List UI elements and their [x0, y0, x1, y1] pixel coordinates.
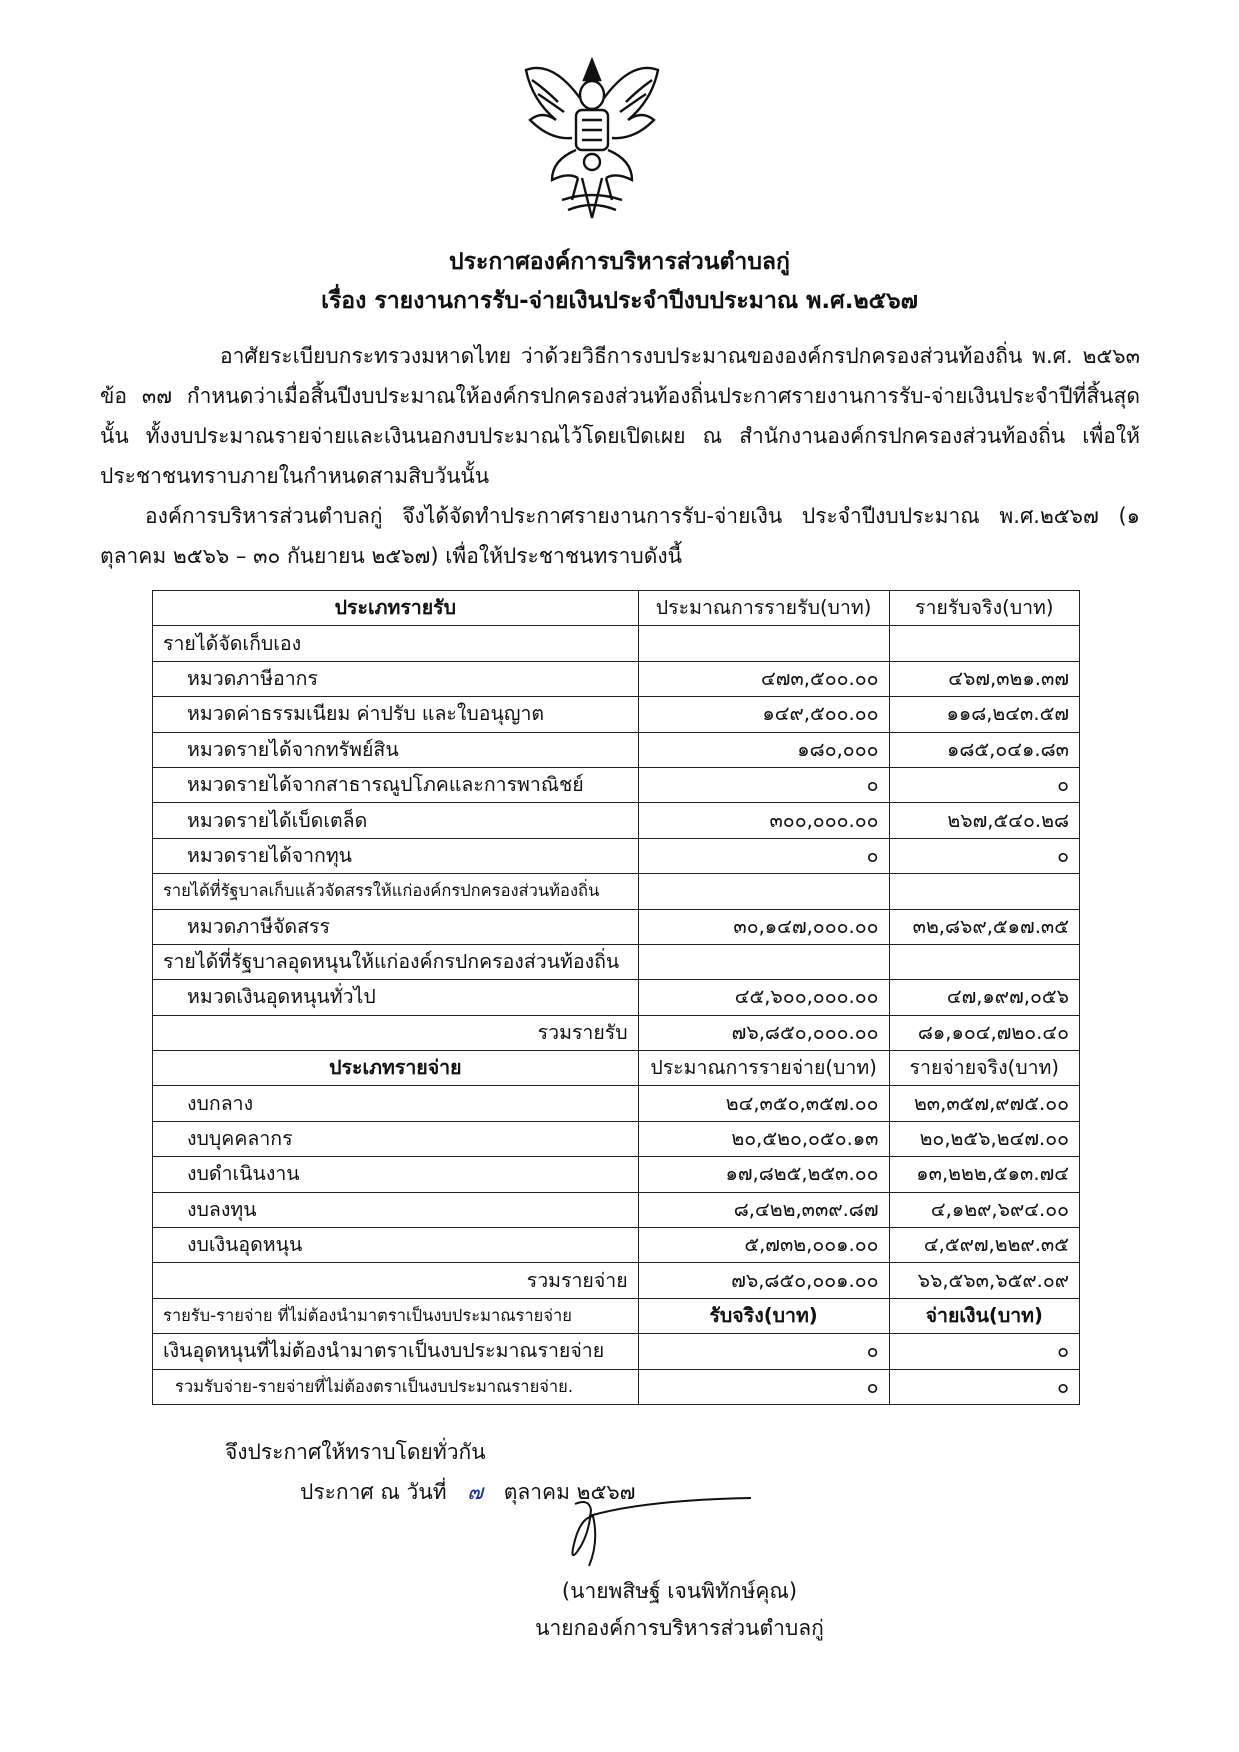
table-row — [153, 1192, 1080, 1227]
income-total-row — [153, 1015, 1080, 1050]
row-estimate: ๔๗๓,๕๐๐.๐๐ — [638, 661, 889, 696]
expense-total-row — [153, 1263, 1080, 1298]
row-actual: ๒๓,๓๕๗,๙๗๕.๐๐ — [889, 1086, 1079, 1121]
table-row — [153, 980, 1080, 1015]
row-estimate: ๐ — [638, 838, 889, 873]
income-actual-header: รายรับจริง(บาท) — [889, 591, 1079, 626]
statement-paragraph-text: องค์การบริหารส่วนตำบลกู่ จึงได้จัดทำประกาศรายงานการรับ-จ่ายเงิน ประจำปีงบประมาณ พ.ศ.๒๕๖๗ (๑ ตุลาคม ๒๕๖๖ – ๓๐ กันยายน ๒๕๖๗) เพื่อให้ประชาชนทราบดังนี้ — [100, 504, 1140, 568]
offbudget-type-header: รายรับ-รายจ่าย ที่ไม่ต้องนำมาตราเป็นงบประมาณรายจ่าย — [153, 1298, 639, 1333]
offbudget-header-row — [153, 1298, 1080, 1333]
table-row — [153, 1121, 1080, 1156]
total-estimate: ๗๖,๘๕๐,๐๐๑.๐๐ — [638, 1263, 889, 1298]
signer-name: (นายพสิษฐ์ เจนพิทักษ์คุณ) — [561, 1579, 798, 1603]
row-label: งบบุคคลากร — [153, 1121, 639, 1156]
total-label: รวมรายรับ — [153, 1015, 639, 1050]
row-label: งบดำเนินงาน — [153, 1157, 639, 1192]
signer-title: นายกองค์การบริหารส่วนตำบลกู่ — [535, 1616, 824, 1640]
row-paid: ๐ — [889, 1369, 1079, 1404]
row-actual: ๔๗,๑๙๗,๐๕๖ — [889, 980, 1079, 1015]
section-label: รายได้จัดเก็บเอง — [153, 626, 639, 661]
row-actual: ๐ — [889, 767, 1079, 802]
income-section-row — [153, 626, 1080, 661]
row-label: หมวดภาษีจัดสรร — [153, 909, 639, 944]
row-actual: ๒๖๗,๕๔๐.๒๘ — [889, 803, 1079, 838]
row-estimate: ๘,๔๒๒,๓๓๙.๘๗ — [638, 1192, 889, 1227]
total-estimate: ๗๖,๘๕๐,๐๐๐.๐๐ — [638, 1015, 889, 1050]
table-row — [153, 909, 1080, 944]
row-actual: ๑๓,๒๒๒,๕๑๓.๗๔ — [889, 1157, 1079, 1192]
document-title: ประกาศองค์การบริหารส่วนตำบลกู่ — [449, 249, 790, 275]
row-label: หมวดรายได้จากทรัพย์สิน — [153, 732, 639, 767]
row-received: ๐ — [638, 1334, 889, 1369]
table-row — [153, 697, 1080, 732]
table-row — [153, 661, 1080, 696]
income-type-header: ประเภทรายรับ — [153, 591, 639, 626]
row-estimate: ๓๐๐,๐๐๐.๐๐ — [638, 803, 889, 838]
table-row — [153, 838, 1080, 873]
row-label: หมวดรายได้เบ็ดเตล็ด — [153, 803, 639, 838]
date-month-year: ตุลาคม ๒๕๖๗ — [503, 1480, 636, 1504]
expense-estimate-header: ประมาณการรายจ่าย(บาท) — [638, 1051, 889, 1086]
signature-icon — [555, 1496, 755, 1572]
row-estimate: ๒๐,๕๒๐,๐๕๐.๑๓ — [638, 1121, 889, 1156]
row-label: หมวดรายได้จากทุน — [153, 838, 639, 873]
expense-type-header: ประเภทรายจ่าย — [153, 1051, 639, 1086]
row-actual: ๑๑๘,๒๔๓.๕๗ — [889, 697, 1079, 732]
row-actual: ๐ — [889, 838, 1079, 873]
offbudget-paid-header: จ่ายเงิน(บาท) — [889, 1298, 1079, 1333]
announcement-text: จึงประกาศให้ทราบโดยทั่วกัน — [225, 1440, 486, 1464]
row-label: หมวดค่าธรรมเนียม ค่าปรับ และใบอนุญาต — [153, 697, 639, 732]
table-row — [153, 803, 1080, 838]
document-subject: เรื่อง รายงานการรับ-จ่ายเงินประจำปีงบประมาณ พ.ศ.๒๕๖๗ — [321, 288, 918, 314]
row-label: หมวดรายได้จากสาธารณูปโภคและการพาณิชย์ — [153, 767, 639, 802]
garuda-emblem-icon — [512, 50, 672, 230]
intro-paragraph — [100, 336, 1140, 496]
budget-table — [152, 590, 1080, 1405]
income-section-row — [153, 874, 1080, 909]
row-estimate: ๔๕,๖๐๐,๐๐๐.๐๐ — [638, 980, 889, 1015]
row-label: หมวดภาษีอากร — [153, 661, 639, 696]
row-estimate: ๕,๗๓๒,๐๐๑.๐๐ — [638, 1228, 889, 1263]
table-row — [153, 1086, 1080, 1121]
table-row — [153, 732, 1080, 767]
row-actual: ๔,๕๙๗,๒๒๙.๓๕ — [889, 1228, 1079, 1263]
row-received: ๐ — [638, 1369, 889, 1404]
intro-paragraph-text: อาศัยระเบียบกระทรวงมหาดไทย ว่าด้วยวิธีการงบประมาณขององค์กรปกครองส่วนท้องถิ่น พ.ศ. ๒๕๖๓ ข้อ ๓๗ กำหนดว่าเมื่อสิ้นปีงบประมาณให้องค์กรปกครองส่วนท้องถิ่นประกาศรายงานการรับ-จ่ายเงินประจำปีที่สิ้นสุดนั้น ทั้งงบประมาณรายจ่ายและเงินนอกงบประมาณไว้โดยเปิดเผย ณ สำนักงานองค์กรปกครองส่วนท้องถิ่น เพื่อให้ประชาชนทราบภายในกำหนดสามสิบวันนั้น — [100, 344, 1140, 488]
row-label: รวมรับจ่าย-รายจ่ายที่ไม่ต้องตราเป็นงบประมาณรายจ่าย. — [153, 1369, 639, 1404]
row-label: งบลงทุน — [153, 1192, 639, 1227]
row-estimate: ๐ — [638, 767, 889, 802]
row-estimate: ๑๘๐,๐๐๐ — [638, 732, 889, 767]
row-actual: ๑๘๕,๐๔๑.๘๓ — [889, 732, 1079, 767]
table-row — [153, 1369, 1080, 1404]
row-label: งบเงินอุดหนุน — [153, 1228, 639, 1263]
row-actual: ๒๐,๒๕๖,๒๔๗.๐๐ — [889, 1121, 1079, 1156]
row-estimate: ๑๔๙,๕๐๐.๐๐ — [638, 697, 889, 732]
row-label: เงินอุดหนุนที่ไม่ต้องนำมาตราเป็นงบประมาณรายจ่าย — [153, 1334, 639, 1369]
total-actual: ๘๑,๑๐๔,๗๒๐.๔๐ — [889, 1015, 1079, 1050]
total-label: รวมรายจ่าย — [153, 1263, 639, 1298]
row-estimate: ๓๐,๑๔๗,๐๐๐.๐๐ — [638, 909, 889, 944]
table-row — [153, 1157, 1080, 1192]
income-section-row — [153, 944, 1080, 979]
offbudget-received-header: รับจริง(บาท) — [638, 1298, 889, 1333]
section-label: รายได้ที่รัฐบาลอุดหนุนให้แก่องค์กรปกครองส่วนท้องถิ่น — [153, 944, 639, 979]
date-prefix: ประกาศ ณ วันที่ — [300, 1480, 447, 1504]
expense-header-row — [153, 1051, 1080, 1086]
statement-paragraph — [100, 496, 1140, 576]
date-day: ๗ — [467, 1480, 484, 1504]
section-label: รายได้ที่รัฐบาลเก็บแล้วจัดสรรให้แก่องค์กรปกครองส่วนท้องถิ่น — [153, 874, 639, 909]
row-actual: ๓๒,๘๖๙,๕๑๗.๓๕ — [889, 909, 1079, 944]
row-estimate: ๑๗,๘๒๕,๒๕๓.๐๐ — [638, 1157, 889, 1192]
row-actual: ๔,๑๒๙,๖๙๔.๐๐ — [889, 1192, 1079, 1227]
income-estimate-header: ประมาณการรายรับ(บาท) — [638, 591, 889, 626]
table-row — [153, 1228, 1080, 1263]
income-header-row — [153, 591, 1080, 626]
row-label: งบกลาง — [153, 1086, 639, 1121]
row-label: หมวดเงินอุดหนุนทั่วไป — [153, 980, 639, 1015]
row-paid: ๐ — [889, 1334, 1079, 1369]
row-estimate: ๒๔,๓๕๐,๓๕๗.๐๐ — [638, 1086, 889, 1121]
table-row — [153, 767, 1080, 802]
expense-actual-header: รายจ่ายจริง(บาท) — [889, 1051, 1079, 1086]
table-row — [153, 1334, 1080, 1369]
total-actual: ๖๖,๕๖๓,๖๕๙.๐๙ — [889, 1263, 1079, 1298]
row-actual: ๔๖๗,๓๒๑.๓๗ — [889, 661, 1079, 696]
